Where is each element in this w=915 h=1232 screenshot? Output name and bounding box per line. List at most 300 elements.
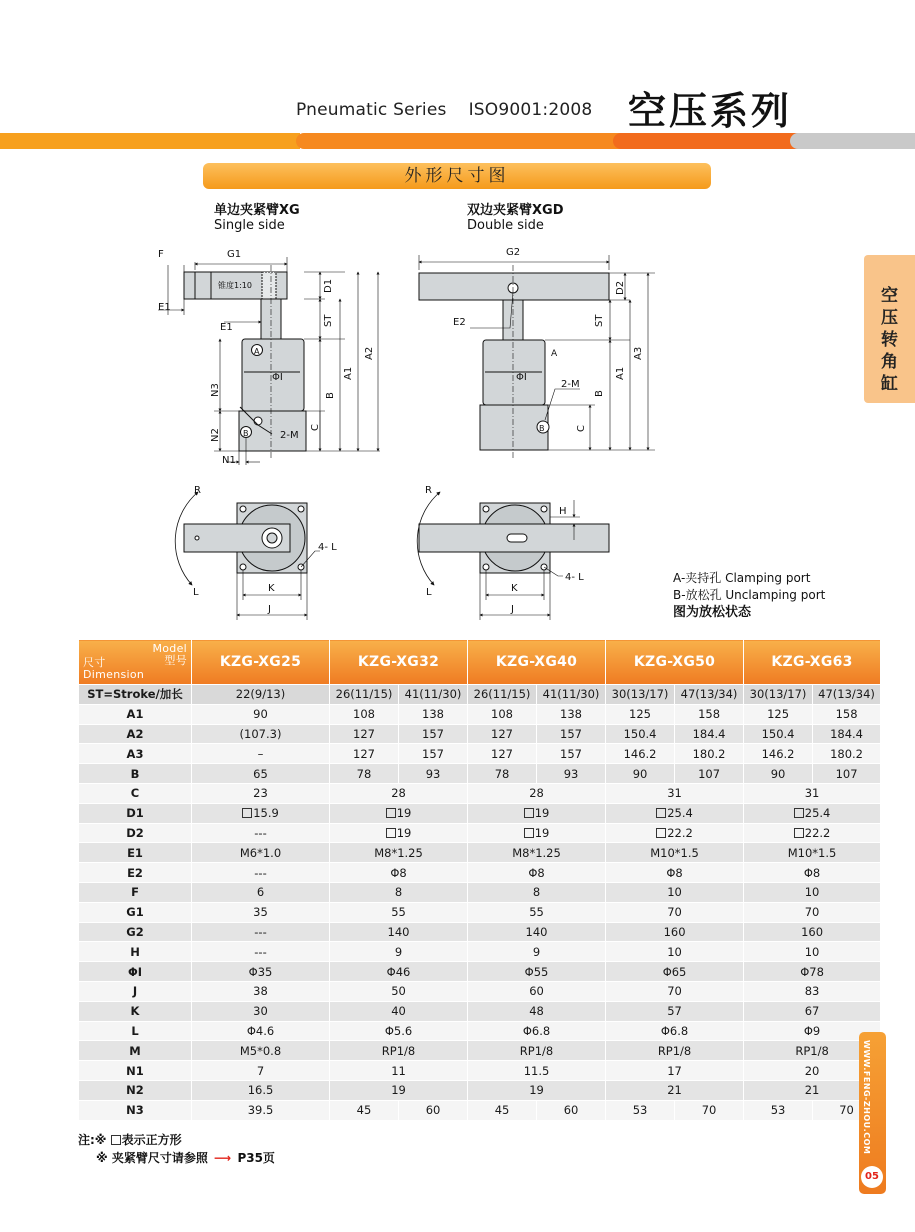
lbl-C: C [310, 424, 321, 431]
table-cell: 127 [330, 724, 399, 744]
table-row [79, 922, 881, 942]
table-cell [330, 783, 468, 803]
cell-value: 9 [394, 944, 403, 959]
iso-label: ISO9001:2008 [468, 100, 593, 120]
website-tab[interactable] [859, 1032, 886, 1194]
double-side-top-view [417, 492, 609, 620]
single-side-front-view [158, 257, 380, 465]
cell-value: 8 [394, 885, 403, 900]
lbl-port-B-d: B [539, 424, 545, 433]
table-row [79, 1001, 881, 1021]
header-band-2 [296, 133, 626, 149]
table-cell [744, 981, 881, 1001]
lbl-G1: G1 [227, 249, 242, 260]
cell-value: 23 [253, 786, 268, 801]
cell-value: M8*1.25 [512, 845, 561, 860]
cell-value: Φ65 [662, 964, 687, 979]
table-header-row [79, 640, 881, 685]
table-row [79, 1041, 881, 1061]
table-cell [468, 1041, 606, 1061]
square-symbol-icon [242, 808, 252, 818]
row-label: K [79, 1001, 192, 1021]
table-cell: 150.4 [744, 724, 813, 744]
lbl-J: J [268, 604, 271, 615]
table-cell: 107 [675, 764, 744, 784]
table-row [79, 882, 881, 902]
cell-value: 140 [525, 924, 548, 939]
row-label: A2 [79, 724, 192, 744]
table-cell [330, 843, 468, 863]
cell-value: 25.4 [667, 806, 693, 821]
table-cell: 108 [468, 704, 537, 724]
table-cell [606, 783, 744, 803]
lbl-B: B [325, 392, 336, 399]
lbl-N1: N1 [222, 455, 236, 466]
table-cell [192, 1061, 330, 1081]
cell-value: 60 [529, 984, 544, 999]
table-cell: 22(9/13) [192, 685, 330, 705]
lbl-H: H [559, 506, 567, 517]
lbl-ST: ST [323, 314, 334, 327]
table-row [79, 1080, 881, 1100]
cell-value: 70 [667, 984, 682, 999]
cell-value: 22.2 [804, 825, 831, 840]
table-row [79, 942, 881, 962]
row-label: N3 [79, 1100, 192, 1120]
corner-dim-en: Dimension [83, 668, 145, 681]
cell-value: 19 [534, 825, 550, 840]
table-cell [744, 783, 881, 803]
cell-value: 50 [391, 984, 406, 999]
table-cell: 41(11/30) [399, 685, 468, 705]
table-cell [330, 1061, 468, 1081]
lbl-E1-b: E1 [220, 322, 233, 333]
side-tab-label: 空压转角缸 [881, 286, 898, 394]
table-cell [330, 902, 468, 922]
table-cell: – [192, 744, 330, 764]
table-cell [606, 863, 744, 883]
table-cell [468, 1001, 606, 1021]
cell-value: 35 [253, 905, 268, 920]
table-cell [744, 803, 881, 823]
lbl-R-d: R [425, 485, 432, 496]
table-cell [468, 1061, 606, 1081]
cell-value: M6*1.0 [239, 845, 282, 860]
corner-model-cn: 型号 [164, 654, 187, 667]
table-cell: 157 [537, 724, 606, 744]
cell-value: 83 [804, 984, 820, 999]
row-label: A1 [79, 704, 192, 724]
cell-value: 17 [667, 1063, 682, 1078]
lbl-A1: A1 [343, 366, 354, 380]
table-cell: 90 [744, 764, 813, 784]
cell-value: --- [254, 944, 267, 959]
row-label: L [79, 1021, 192, 1041]
corner-dim-cn: 尺寸 [83, 656, 106, 669]
lbl-F: F [158, 249, 164, 260]
view-double-en: Double side [467, 218, 544, 233]
cell-value: 57 [667, 1004, 682, 1019]
legend-b: B-放松孔 Unclamping port [673, 588, 826, 602]
table-cell [606, 823, 744, 843]
cell-value: 55 [529, 905, 544, 920]
table-cell: 127 [468, 744, 537, 764]
cell-value: 70 [667, 905, 682, 920]
square-symbol-icon [794, 828, 804, 838]
cell-value: 31 [667, 786, 682, 801]
table-row [79, 724, 881, 744]
table-cell: 30(13/17) [606, 685, 675, 705]
row-label: B [79, 764, 192, 784]
table-cell [330, 863, 468, 883]
table-row [79, 863, 881, 883]
cell-value: 9 [532, 944, 541, 959]
table-cell [330, 981, 468, 1001]
note-2-text: ※ 夹紧臂尺寸请参照 [96, 1151, 208, 1165]
table-cell: 47(13/34) [813, 685, 881, 705]
single-side-top-view [175, 492, 320, 620]
table-cell: 65 [192, 764, 330, 784]
table-cell [468, 981, 606, 1001]
row-label: N2 [79, 1080, 192, 1100]
table-cell: 30(13/17) [744, 685, 813, 705]
model-header: KZG-XG63 [744, 640, 881, 685]
side-tab[interactable] [864, 255, 915, 403]
cell-value: Φ5.6 [384, 1023, 413, 1038]
cell-value: Φ8 [803, 865, 821, 880]
view-single-en: Single side [214, 218, 285, 233]
table-row [79, 1100, 881, 1120]
cell-value: 28 [391, 786, 406, 801]
table-cell: 70 [675, 1100, 744, 1120]
table-cell [330, 922, 468, 942]
cell-value: 160 [663, 924, 686, 939]
model-header: KZG-XG32 [330, 640, 468, 685]
table-cell [744, 823, 881, 843]
note-line-1 [78, 1131, 275, 1149]
table-cell [330, 823, 468, 843]
table-cell [468, 863, 606, 883]
row-label: C [79, 783, 192, 803]
cell-value: 15.9 [253, 806, 279, 821]
table-cell [192, 1021, 330, 1041]
table-cell [606, 1061, 744, 1081]
table-cell [192, 1080, 330, 1100]
table-cell [330, 882, 468, 902]
lbl-phiI-d: ΦI [516, 372, 527, 383]
table-row [79, 1061, 881, 1081]
lbl-2M: 2-M [280, 430, 299, 441]
note-2-ref[interactable]: P35页 [237, 1151, 275, 1165]
view-single-label [214, 203, 300, 233]
series-cn-title: 空压系列 [628, 89, 793, 133]
table-cell: 78 [330, 764, 399, 784]
cell-value: RP1/8 [795, 1043, 829, 1058]
cell-value: 48 [529, 1004, 544, 1019]
table-cell [606, 1001, 744, 1021]
table-cell: 90 [606, 764, 675, 784]
cell-value: M10*1.5 [787, 845, 837, 860]
row-label: D2 [79, 823, 192, 843]
lbl-L-d: L [426, 587, 432, 598]
cell-value: M8*1.25 [374, 845, 423, 860]
row-label: M [79, 1041, 192, 1061]
cell-value: 30 [253, 1004, 268, 1019]
table-cell [330, 1021, 468, 1041]
cell-value: Φ55 [524, 964, 549, 979]
view-double-label [467, 203, 564, 233]
lbl-G2: G2 [506, 247, 521, 258]
table-cell: 41(11/30) [537, 685, 606, 705]
table-cell [744, 843, 881, 863]
lbl-D2: D2 [615, 280, 626, 295]
cell-value: 10 [667, 944, 682, 959]
note-1-prefix: 注:※ [78, 1133, 107, 1147]
cell-value: 7 [256, 1063, 265, 1078]
table-cell: 53 [744, 1100, 813, 1120]
lbl-phiI: ΦI [272, 372, 283, 383]
row-label: ΦI [79, 962, 192, 982]
table-row [79, 902, 881, 922]
table-cell [192, 803, 330, 823]
cell-value: 38 [253, 984, 268, 999]
dimension-table [78, 639, 881, 1121]
series-en: Pneumatic Series [296, 100, 447, 120]
square-symbol-icon [656, 828, 666, 838]
table-cell [744, 922, 881, 942]
table-cell [468, 783, 606, 803]
table-cell: 127 [468, 724, 537, 744]
table-cell [468, 823, 606, 843]
cell-value: 10 [667, 885, 682, 900]
table-row [79, 981, 881, 1001]
cell-value: 11 [391, 1063, 406, 1078]
table-cell [606, 942, 744, 962]
table-cell [606, 843, 744, 863]
table-cell: 107 [813, 764, 881, 784]
cell-value: 10 [804, 944, 820, 959]
cell-value: 20 [804, 1063, 820, 1078]
cell-value: M5*0.8 [239, 1043, 282, 1058]
table-cell [606, 962, 744, 982]
legend-a: A-夹持孔 Clamping port [673, 571, 811, 585]
cell-value: --- [254, 865, 267, 880]
table-cell: 70 [813, 1100, 881, 1120]
table-cell [468, 803, 606, 823]
square-symbol-icon [656, 808, 666, 818]
table-cell: 184.4 [675, 724, 744, 744]
table-cell [606, 882, 744, 902]
table-cell [192, 962, 330, 982]
table-cell: 47(13/34) [675, 685, 744, 705]
row-label: J [79, 981, 192, 1001]
view-double-cn: 双边夹紧臂XGD [467, 203, 564, 218]
table-cell [330, 1041, 468, 1061]
row-label: H [79, 942, 192, 962]
lbl-ST-d: ST [594, 314, 605, 327]
table-cell [330, 1001, 468, 1021]
lbl-port-A-d: A [551, 349, 558, 359]
table-cell: 78 [468, 764, 537, 784]
header-band-1 [0, 133, 300, 149]
table-cell: 93 [399, 764, 468, 784]
cell-value: 19 [529, 1083, 544, 1098]
cell-value: 11.5 [523, 1063, 550, 1078]
port-legend [673, 570, 825, 621]
table-cell [192, 922, 330, 942]
cell-value: Φ6.8 [660, 1023, 689, 1038]
lbl-4L-d: 4- L [565, 572, 584, 583]
square-symbol-icon [524, 808, 534, 818]
table-cell: (107.3) [192, 724, 330, 744]
cell-value: Φ8 [666, 865, 683, 880]
lbl-L: L [193, 587, 199, 598]
lbl-N3: N3 [210, 383, 221, 397]
corner-model-en: Model [152, 642, 187, 655]
square-symbol-icon [794, 808, 804, 818]
table-cell: 158 [813, 704, 881, 724]
arrow-right-icon: ⟶ [214, 1151, 232, 1165]
cell-value: Φ78 [800, 964, 824, 979]
table-cell [606, 902, 744, 922]
technical-drawing [140, 235, 660, 630]
lbl-A3: A3 [633, 346, 644, 360]
lbl-C-d: C [576, 425, 587, 432]
lbl-port-B: B [243, 429, 249, 438]
table-cell: 90 [192, 704, 330, 724]
table-cell: 158 [675, 704, 744, 724]
table-cell [192, 863, 330, 883]
cell-value: 55 [391, 905, 406, 920]
cell-value: Φ8 [390, 865, 407, 880]
table-cell: 39.5 [192, 1100, 330, 1120]
cell-value: 16.5 [247, 1083, 274, 1098]
model-header: KZG-XG50 [606, 640, 744, 685]
lbl-K: K [268, 583, 275, 594]
table-cell [744, 942, 881, 962]
table-cell [330, 942, 468, 962]
lbl-E2: E2 [453, 317, 466, 328]
row-label: F [79, 882, 192, 902]
cell-value: Φ6.8 [522, 1023, 551, 1038]
table-cell: 146.2 [744, 744, 813, 764]
cell-value: 8 [532, 885, 541, 900]
page-number: 05 [861, 1166, 883, 1188]
view-single-cn: 单边夹紧臂XG [214, 203, 300, 218]
table-cell [192, 942, 330, 962]
cell-value: 22.2 [667, 825, 693, 840]
table-cell [744, 882, 881, 902]
cell-value: Φ9 [803, 1023, 821, 1038]
lbl-A1-d: A1 [615, 366, 626, 380]
table-cell: 45 [468, 1100, 537, 1120]
cell-value: RP1/8 [519, 1043, 554, 1058]
cell-value: Φ4.6 [246, 1023, 275, 1038]
lbl-E1-a: E1 [158, 302, 171, 313]
lbl-2M-d: 2-M [561, 379, 580, 390]
lbl-J-d: J [511, 604, 514, 615]
table-cell [744, 902, 881, 922]
row-label: D1 [79, 803, 192, 823]
lbl-4L: 4- L [318, 542, 337, 553]
cell-value: 31 [804, 786, 820, 801]
table-cell [192, 902, 330, 922]
table-cell: 138 [399, 704, 468, 724]
cell-value: 25.4 [804, 806, 831, 821]
lbl-B-d: B [594, 390, 605, 397]
table-cell [192, 783, 330, 803]
table-cell: 150.4 [606, 724, 675, 744]
cell-value: Φ46 [386, 964, 411, 979]
table-cell [606, 981, 744, 1001]
table-row [79, 685, 881, 705]
header-band-4 [790, 133, 915, 149]
model-header: KZG-XG25 [192, 640, 330, 685]
table-row [79, 744, 881, 764]
table-cell: 138 [537, 704, 606, 724]
cell-value: 21 [804, 1083, 820, 1098]
row-label: N1 [79, 1061, 192, 1081]
table-cell [468, 922, 606, 942]
table-row [79, 704, 881, 724]
cell-value: 19 [396, 806, 412, 821]
legend-state: 图为放松状态 [673, 605, 752, 620]
table-body [79, 685, 881, 1121]
table-cell [744, 962, 881, 982]
cell-value: --- [254, 924, 267, 939]
row-label: ST=Stroke/加长 [79, 685, 192, 705]
row-label: A3 [79, 744, 192, 764]
cell-value: 10 [804, 885, 820, 900]
header-english [296, 100, 614, 120]
table-cell [468, 902, 606, 922]
cell-value: 19 [534, 806, 550, 821]
lbl-D1: D1 [323, 278, 334, 293]
table-cell [606, 1080, 744, 1100]
cell-value: Φ8 [528, 865, 545, 880]
corner-model [152, 643, 187, 667]
table-cell: 125 [744, 704, 813, 724]
corner-dimension [83, 657, 144, 681]
table-cell [468, 962, 606, 982]
cell-value: --- [254, 825, 267, 840]
note-1-text: 表示正方形 [121, 1133, 182, 1147]
lbl-taper: 锥度1:10 [218, 281, 252, 290]
section-title: 外形尺寸图 [203, 163, 711, 189]
table-cell [192, 1041, 330, 1061]
table-cell [192, 823, 330, 843]
cell-value: 21 [667, 1083, 682, 1098]
lbl-port-A: A [254, 347, 260, 356]
table-cell: 125 [606, 704, 675, 724]
table-cell: 60 [537, 1100, 606, 1120]
cell-value: 160 [801, 924, 824, 939]
table-cell [468, 882, 606, 902]
cell-value: 40 [391, 1004, 406, 1019]
table-cell [606, 1041, 744, 1061]
cell-value: 67 [804, 1004, 820, 1019]
table-cell: 53 [606, 1100, 675, 1120]
table-row [79, 823, 881, 843]
table-row [79, 843, 881, 863]
table-cell [606, 1021, 744, 1041]
website-url[interactable]: WWW.FENG-ZHOU.COM [862, 1040, 871, 1155]
cell-value: 6 [256, 885, 265, 900]
table-cell [468, 942, 606, 962]
cell-value: RP1/8 [657, 1043, 692, 1058]
square-symbol-icon [386, 808, 396, 818]
table-row [79, 764, 881, 784]
